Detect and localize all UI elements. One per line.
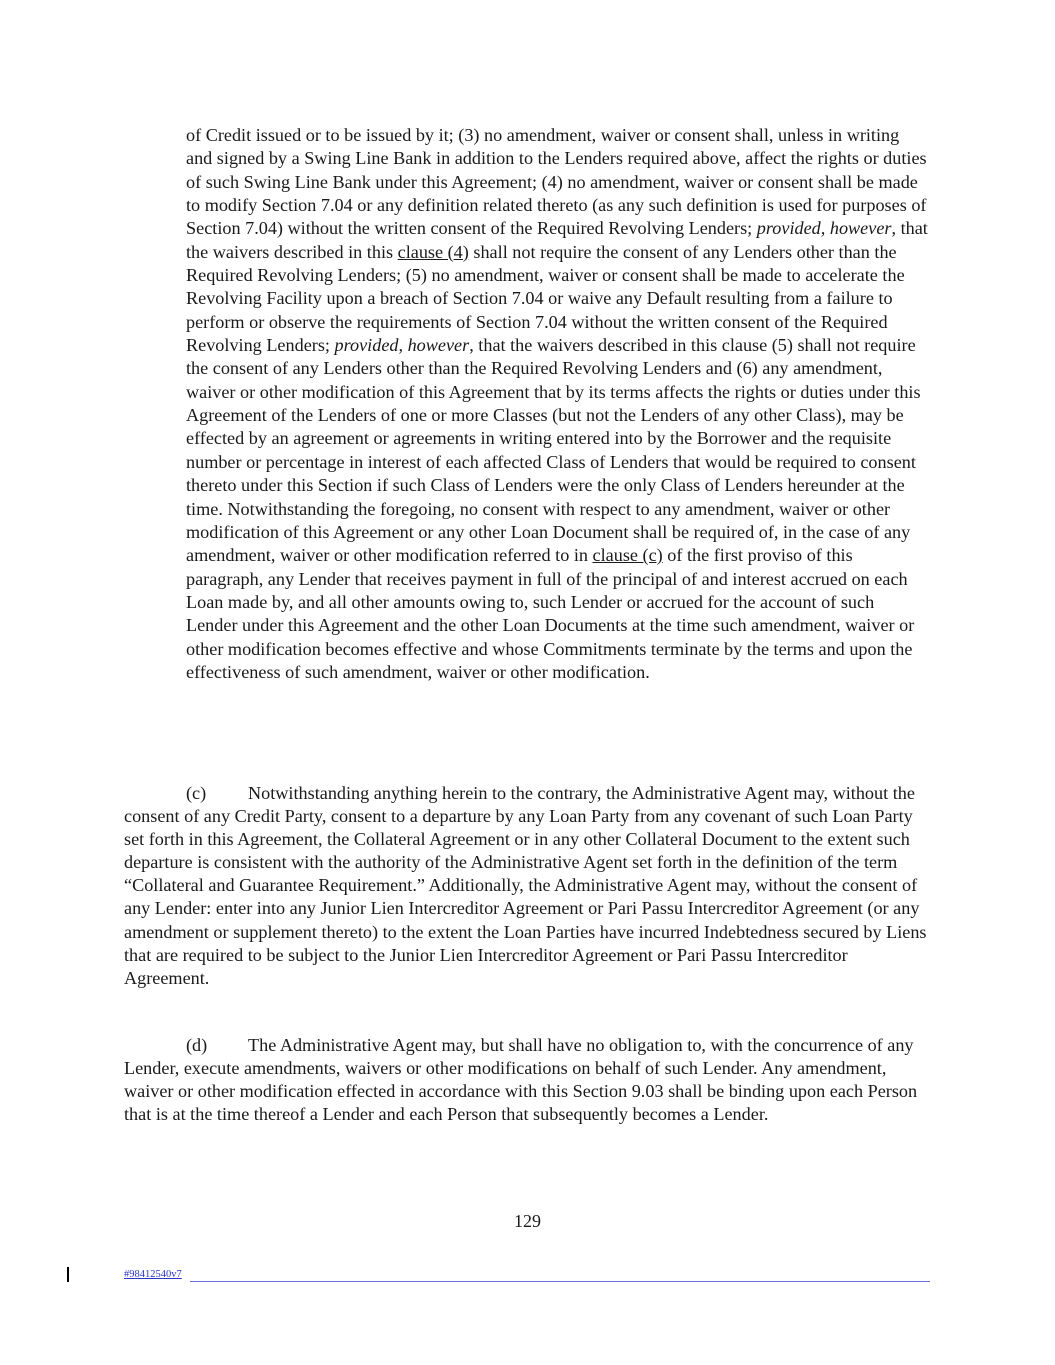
document-id-link[interactable]: #98412540v7 (124, 1269, 182, 1280)
continuation-paragraph (186, 124, 930, 684)
clause-c-reference: clause (c) (592, 545, 663, 566)
proviso-italic-2: provided, however (334, 335, 470, 356)
change-bar (67, 1267, 69, 1282)
paragraph-d-label: (d) (186, 1035, 208, 1055)
paragraph-c (124, 782, 930, 990)
continuation-text-4: , that the waivers described in this clause (5) shall not require the consent of any Lenders other than the Required Revolving Lenders and (6) any amendment, waiver or other modification of this Agreement that by its terms affects the rights or duties under this Agreement of the Lenders of one or more Classes (but not the Lenders of any other Class), may be effected by an agreement or agreements in writing entered into by the Borrower and the requisite number or percentage in interest of each affected Class of Lenders that would be required to consent thereto under this Section if such Class of Lenders were the only Class of Lenders hereunder at the time. Notwithstanding the foregoing, no consent with respect to any amendment, waiver or other modification of this Agreement or any other Loan Document shall be required of, in the case of any amendment, waiver or other modification referred to in (186, 335, 921, 566)
paragraph-c-label: (c) (186, 783, 207, 803)
footer-rule (190, 1281, 930, 1282)
page-number: 129 (514, 1211, 541, 1231)
continuation-text-1: of Credit issued or to be issued by it; (3) no amendment, waiver or consent shall, unless in writing and signed by a Swing Line Bank in addition to the Lenders required above, affect the rights or duties of such Swing Line Bank under this Agreement; (4) no amendment, waiver or consent shall be made to modify Section 7.04 or any definition related thereto (as any such definition is used for purposes of Section 7.04) without the written consent of the Required Revolving Lenders; (186, 125, 927, 239)
continuation-text-3: shall not require the consent of any Lenders other than the Required Revolving Lenders; (5) no amendment, waiver or consent shall be made to accelerate the Revolving Facility upon a breach of Section 7.04 or waive any Default resulting from a failure to perform or observe the requirements of Section 7.04 without the written consent of the Required Revolving Lenders; (186, 241, 905, 356)
paragraph-c-text: Notwithstanding anything herein to the contrary, the Administrative Agent may, without the consent of any Credit Party, consent to a departure by any Loan Party from any covenant of such Loan Party set forth in this Agreement, the Collateral Agreement or in any other Collateral Document to the extent such departure is consistent with the authority of the Administrative Agent set forth in the definition of the term “Collateral and Guarantee Requirement.” Additionally, the Administrative Agent may, without the consent of any Lender: enter into any Junior Lien Intercreditor Agreement or Pari Passu Intercreditor Agreement (or any amendment or supplement thereto) to the extent the Loan Parties have incurred Indebtedness secured by Liens that are required to be subject to the Junior Lien Intercreditor Agreement or Pari Passu Intercreditor Agreement. (124, 783, 927, 988)
continuation-text-2: , that the waivers described in this (186, 218, 928, 262)
clause-4-reference: clause (4) (397, 241, 469, 262)
continuation-text-5: of the first proviso of this paragraph, any Lender that receives payment in full of the principal of and interest accrued on each Loan made by, and all other amounts owing to, such Lender or accrued for the account of such Lender under this Agreement and the other Loan Documents at the time such amendment, waiver or other modification becomes effective and whose Commitments terminate by the terms and upon the effectiveness of such amendment, waiver or other modification. (186, 545, 915, 682)
paragraph-d-text: The Administrative Agent may, but shall have no obligation to, with the concurrence of any Lender, execute amendments, waivers or other modifications on behalf of such Lender. Any amendment, waiver or other modification effected in accordance with this Section 9.03 shall be binding upon each Person that is at the time thereof a Lender and each Person that subsequently becomes a Lender. (124, 1035, 918, 1125)
paragraph-d (124, 1034, 930, 1126)
proviso-italic-1: provided, however (756, 218, 892, 239)
